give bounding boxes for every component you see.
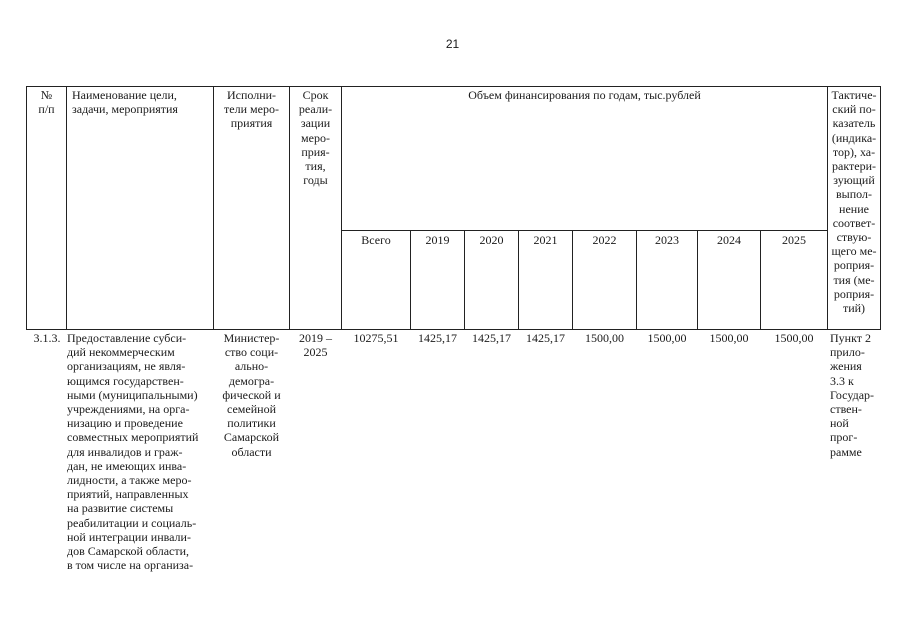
header-period: Срок реали- зации меро- прия- тия, годы: [298, 88, 333, 188]
value-2024: 1500,00: [709, 331, 749, 345]
table-top-border: [26, 86, 880, 87]
col-header-2019: 2019: [425, 233, 450, 247]
value-2019: 1425,17: [418, 331, 457, 345]
header-funding: Объем финансирования по годам, тыс.рублей: [468, 88, 701, 102]
table-left-border: [26, 86, 27, 330]
header-indicator: Тактиче- ский по- казатель (индика- тор), ха- рактери- зующий выпол- нение соответ- ствую- щего ме- роприя- тия (ме- роприя- тий): [831, 88, 877, 316]
row-period: 2019 – 2025: [299, 331, 332, 360]
col-header-2022: 2022: [592, 233, 617, 247]
value-total: 10275,51: [353, 331, 399, 345]
years-row-top-border: [341, 230, 827, 231]
col-header-2024: 2024: [717, 233, 741, 247]
col-header-2025: 2025: [782, 233, 806, 247]
value-2020: 1425,17: [472, 331, 511, 345]
header-num: № п/п: [38, 88, 55, 117]
header-executors: Исполни- тели меро- приятия: [224, 88, 279, 131]
value-2021: 1425,17: [526, 331, 565, 345]
col-header-2021: 2021: [533, 233, 558, 247]
row-indicator: Пункт 2 прило- жения 3.3 к Государ- ствен- ной прог- рамме: [830, 331, 875, 459]
col-header-2023: 2023: [655, 233, 679, 247]
col-header-total: Всего: [361, 233, 391, 247]
header-bottom-border: [26, 329, 880, 330]
value-2023: 1500,00: [647, 331, 687, 345]
value-2025: 1500,00: [774, 331, 814, 345]
table-right-border: [880, 86, 881, 330]
page-number: 21: [445, 37, 460, 51]
row-name: Предоставление субси- дий некоммерческим организациям, не явля- ющимся государствен- ными (муниципальными) учреждениями, на орга- низацию и проведение совместных мероприятий для инвалидов и граж- дан, не имеющих инва- лидности, а также меро- приятий, направленных на развитие системы реабилитации и социаль- ной интеграции инвали- дов Самарской области, в том числе на организа-: [67, 331, 199, 573]
row-num: 3.1.3.: [33, 331, 61, 345]
divider-period-funding: [341, 86, 342, 330]
value-2022: 1500,00: [585, 331, 624, 345]
col-header-2020: 2020: [479, 233, 504, 247]
header-name: Наименование цели, задачи, мероприятия: [72, 88, 178, 117]
row-executor: Министер- ство соци- ально- демогра- фической и семейной политики Самарской области: [222, 331, 281, 459]
divider-num-name: [66, 86, 67, 330]
